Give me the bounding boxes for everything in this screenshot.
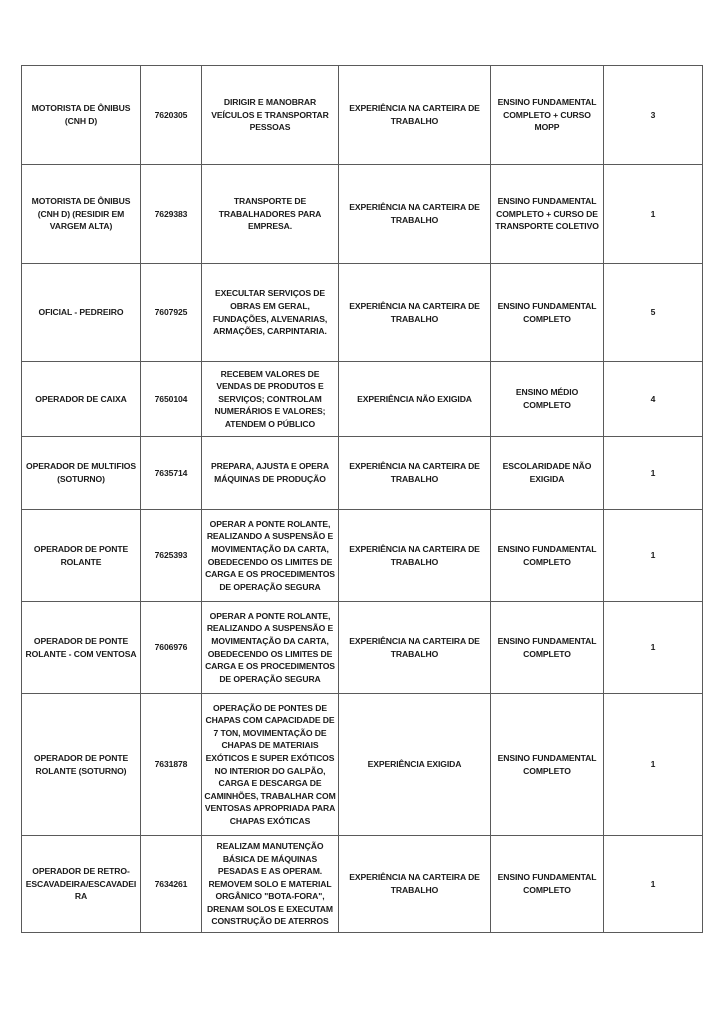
table-row <box>22 165 703 264</box>
experience-cell: EXPERIÊNCIA NA CARTEIRA DE TRABALHO <box>339 66 491 165</box>
job-code-cell: 7635714 <box>141 437 202 510</box>
job-title-cell: OFICIAL - PEDREIRO <box>22 264 141 362</box>
openings-cell: 5 <box>604 264 703 362</box>
table-row <box>22 510 703 602</box>
experience-cell: EXPERIÊNCIA NA CARTEIRA DE TRABALHO <box>339 602 491 694</box>
table-row <box>22 437 703 510</box>
job-description-cell: DIRIGIR E MANOBRAR VEÍCULOS E TRANSPORTAR PESSOAS <box>202 66 339 165</box>
table-row <box>22 836 703 933</box>
job-title-cell: OPERADOR DE CAIXA <box>22 362 141 437</box>
education-cell: ENSINO FUNDAMENTAL COMPLETO <box>491 264 604 362</box>
job-description-cell: OPERAÇÃO DE PONTES DE CHAPAS COM CAPACIDADE DE 7 TON, MOVIMENTAÇÃO DE CHAPAS DE MATERIAIS EXÓTICOS E SUPER EXÓTICOS NO INTERIOR DO GALPÃO, CARGA E DESCARGA DE CAMINHÕES, TRABALHAR COM VENTOSAS APROPRIADA PARA CHAPAS EXÓTICAS <box>202 694 339 836</box>
experience-cell: EXPERIÊNCIA NA CARTEIRA DE TRABALHO <box>339 165 491 264</box>
experience-cell: EXPERIÊNCIA NA CARTEIRA DE TRABALHO <box>339 437 491 510</box>
job-code-cell: 7650104 <box>141 362 202 437</box>
table-row <box>22 362 703 437</box>
table-row <box>22 66 703 165</box>
table-row <box>22 694 703 836</box>
openings-cell: 1 <box>604 165 703 264</box>
education-cell: ENSINO FUNDAMENTAL COMPLETO <box>491 510 604 602</box>
education-cell: ESCOLARIDADE NÃO EXIGIDA <box>491 437 604 510</box>
job-code-cell: 7625393 <box>141 510 202 602</box>
openings-cell: 1 <box>604 694 703 836</box>
experience-cell: EXPERIÊNCIA NA CARTEIRA DE TRABALHO <box>339 510 491 602</box>
table-row <box>22 264 703 362</box>
job-title-cell: MOTORISTA DE ÔNIBUS (CNH D) (RESIDIR EM VARGEM ALTA) <box>22 165 141 264</box>
experience-cell: EXPERIÊNCIA NA CARTEIRA DE TRABALHO <box>339 264 491 362</box>
openings-cell: 1 <box>604 437 703 510</box>
openings-cell: 1 <box>604 836 703 933</box>
job-description-cell: RECEBEM VALORES DE VENDAS DE PRODUTOS E SERVIÇOS; CONTROLAM NUMERÁRIOS E VALORES; ATENDEM O PÚBLICO <box>202 362 339 437</box>
job-title-cell: MOTORISTA DE ÔNIBUS (CNH D) <box>22 66 141 165</box>
job-description-cell: REALIZAM MANUTENÇÃO BÁSICA DE MÁQUINAS PESADAS E AS OPERAM. REMOVEM SOLO E MATERIAL ORGÂNICO "BOTA-FORA", DRENAM SOLOS E EXECUTAM CONSTRUÇÃO DE ATERROS <box>202 836 339 933</box>
education-cell: ENSINO MÉDIO COMPLETO <box>491 362 604 437</box>
education-cell: ENSINO FUNDAMENTAL COMPLETO + CURSO DE TRANSPORTE COLETIVO <box>491 165 604 264</box>
openings-cell: 3 <box>604 66 703 165</box>
job-code-cell: 7634261 <box>141 836 202 933</box>
job-description-cell: PREPARA, AJUSTA E OPERA MÁQUINAS DE PRODUÇÃO <box>202 437 339 510</box>
job-code-cell: 7629383 <box>141 165 202 264</box>
education-cell: ENSINO FUNDAMENTAL COMPLETO <box>491 836 604 933</box>
education-cell: ENSINO FUNDAMENTAL COMPLETO <box>491 694 604 836</box>
job-code-cell: 7620305 <box>141 66 202 165</box>
experience-cell: EXPERIÊNCIA NA CARTEIRA DE TRABALHO <box>339 836 491 933</box>
job-description-cell: OPERAR A PONTE ROLANTE, REALIZANDO A SUSPENSÃO E MOVIMENTAÇÃO DA CARTA, OBEDECENDO OS LIMITES DE CARGA E OS PROCEDIMENTOS DE OPERAÇÃO SEGURA <box>202 510 339 602</box>
openings-cell: 1 <box>604 510 703 602</box>
job-description-cell: OPERAR A PONTE ROLANTE, REALIZANDO A SUSPENSÃO E MOVIMENTAÇÃO DA CARTA, OBEDECENDO OS LIMITES DE CARGA E OS PROCEDIMENTOS DE OPERAÇÃO SEGURA <box>202 602 339 694</box>
openings-cell: 4 <box>604 362 703 437</box>
education-cell: ENSINO FUNDAMENTAL COMPLETO <box>491 602 604 694</box>
job-title-cell: OPERADOR DE MULTIFIOS (SOTURNO) <box>22 437 141 510</box>
job-code-cell: 7631878 <box>141 694 202 836</box>
experience-cell: EXPERIÊNCIA EXIGIDA <box>339 694 491 836</box>
job-title-cell: OPERADOR DE RETRO-ESCAVADEIRA/ESCAVADEIRA <box>22 836 141 933</box>
job-description-cell: TRANSPORTE DE TRABALHADORES PARA EMPRESA. <box>202 165 339 264</box>
job-code-cell: 7607925 <box>141 264 202 362</box>
job-title-cell: OPERADOR DE PONTE ROLANTE <box>22 510 141 602</box>
openings-cell: 1 <box>604 602 703 694</box>
job-openings-table <box>21 65 703 933</box>
job-description-cell: EXECULTAR SERVIÇOS DE OBRAS EM GERAL, FUNDAÇÕES, ALVENARIAS, ARMAÇÕES, CARPINTARIA. <box>202 264 339 362</box>
job-title-cell: OPERADOR DE PONTE ROLANTE (SOTURNO) <box>22 694 141 836</box>
education-cell: ENSINO FUNDAMENTAL COMPLETO + CURSO MOPP <box>491 66 604 165</box>
table-row <box>22 602 703 694</box>
job-code-cell: 7606976 <box>141 602 202 694</box>
experience-cell: EXPERIÊNCIA NÃO EXIGIDA <box>339 362 491 437</box>
job-title-cell: OPERADOR DE PONTE ROLANTE - COM VENTOSA <box>22 602 141 694</box>
